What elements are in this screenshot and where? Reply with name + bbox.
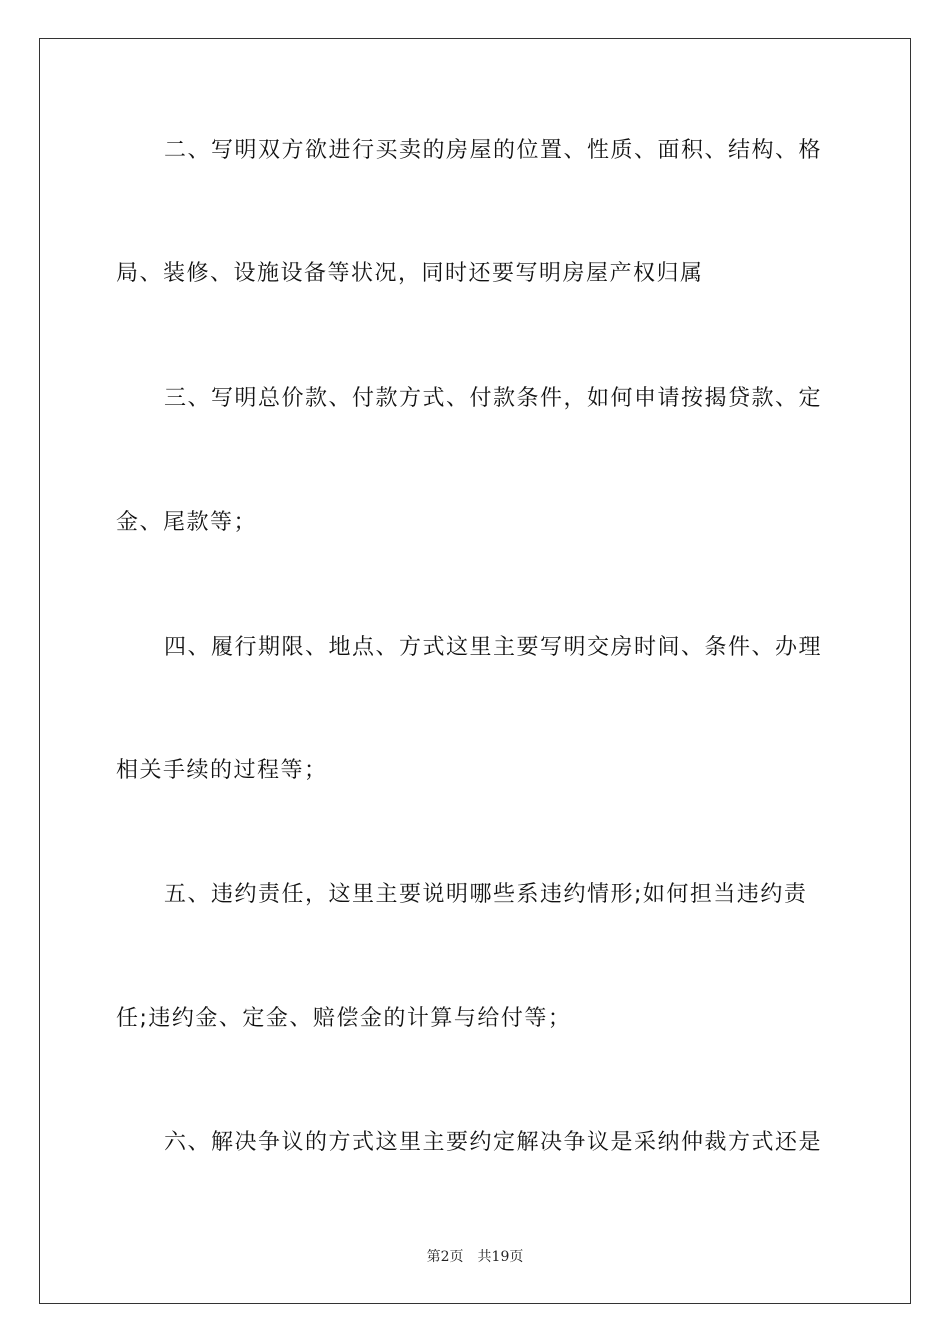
paragraph-3-line-1: 三、写明总价款、付款方式、付款条件，如何申请按揭贷款、定 (164, 386, 823, 411)
page-footer (0, 1247, 950, 1267)
paragraph-2-line-1: 二、写明双方欲进行买卖的房屋的位置、性质、面积、结构、格 (164, 138, 823, 163)
paragraph-5-line-2: 任;违约金、定金、赔偿金的计算与给付等； (116, 1006, 572, 1031)
paragraph-4-line-1: 四、履行期限、地点、方式这里主要写明交房时间、条件、办理 (164, 635, 823, 660)
paragraph-2-line-2: 局、装修、设施设备等状况，同时还要写明房屋产权归属 (116, 261, 704, 286)
paragraph-5-line-1: 五、违约责任，这里主要说明哪些系违约情形;如何担当违约责 (164, 882, 808, 907)
paragraph-3-line-2: 金、尾款等； (116, 510, 258, 535)
paragraph-6-line-1: 六、解决争议的方式这里主要约定解决争议是采纳仲裁方式还是 (164, 1130, 823, 1155)
page-frame (39, 38, 911, 1304)
paragraph-4-line-2: 相关手续的过程等； (116, 758, 328, 783)
page-number: 第2页 (426, 1249, 464, 1265)
page-total: 共19页 (477, 1249, 524, 1265)
